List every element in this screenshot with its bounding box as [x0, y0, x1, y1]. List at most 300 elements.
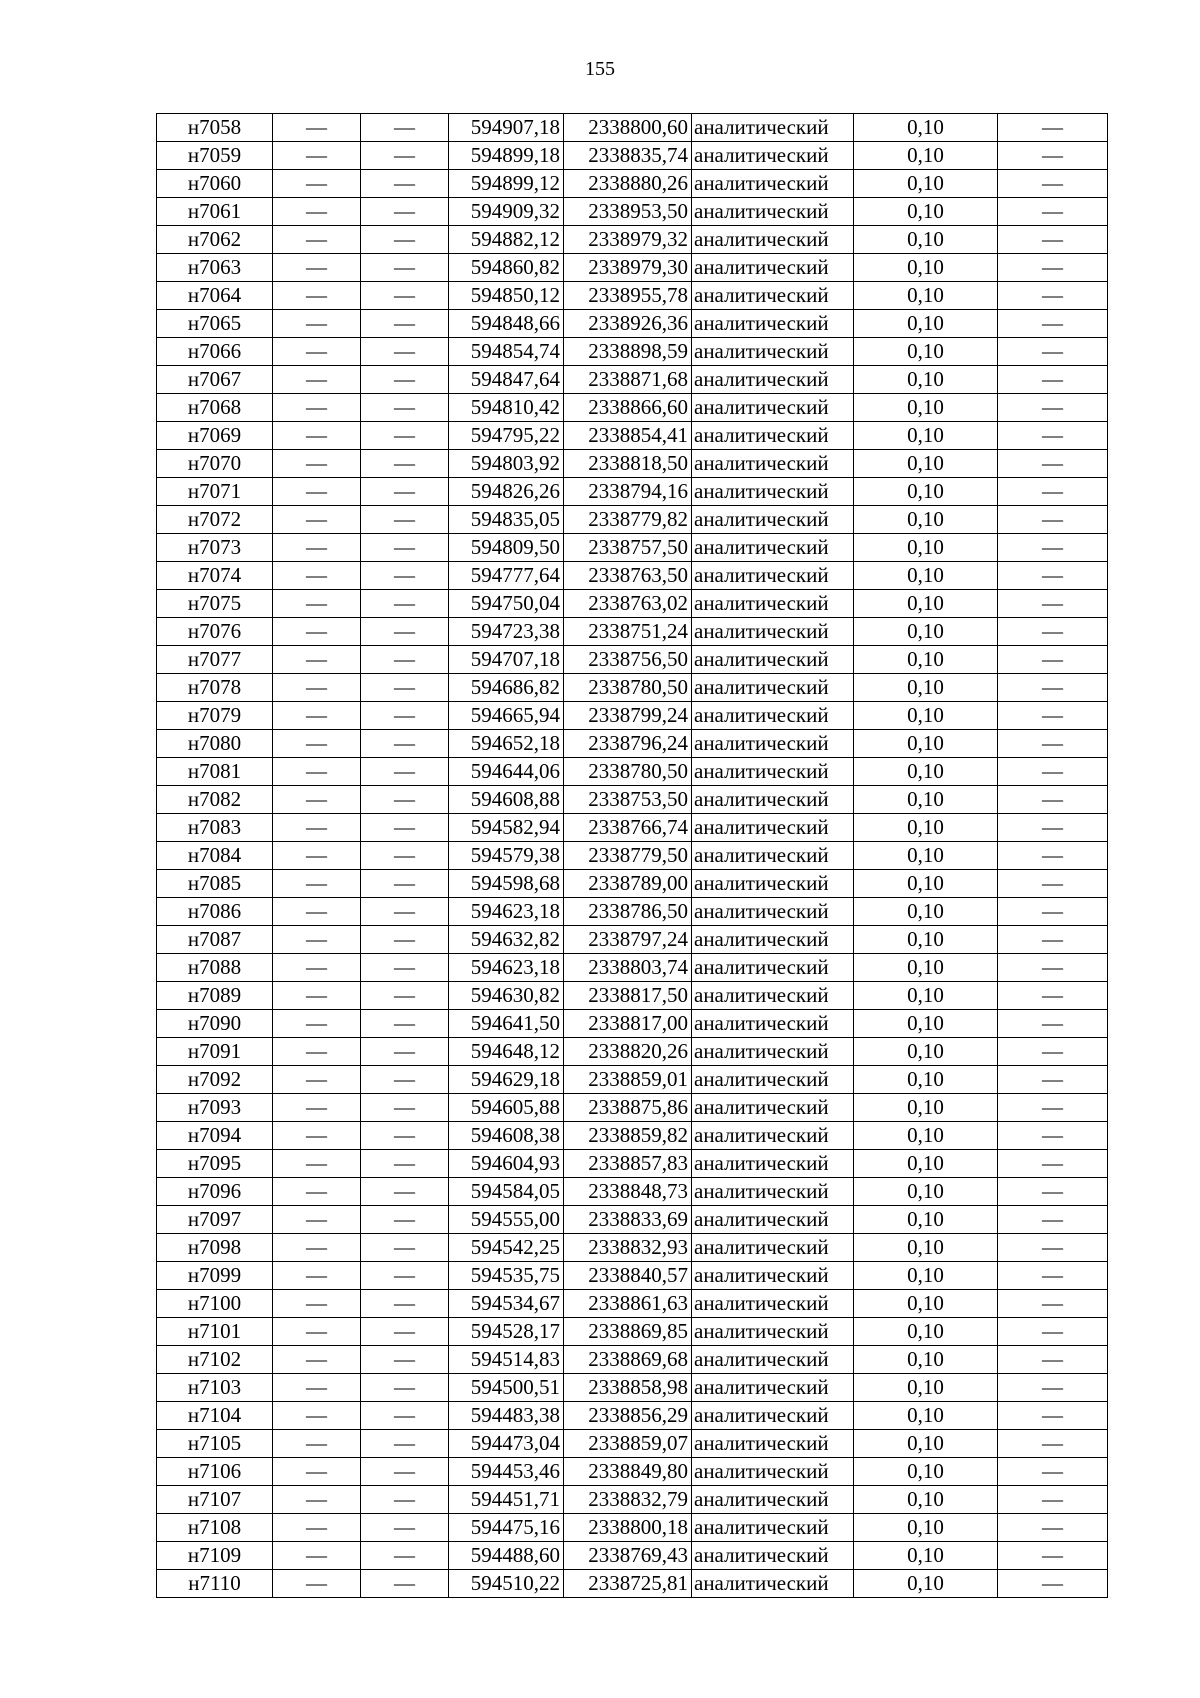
coord-x-cell: 594475,16: [449, 1514, 564, 1542]
method-cell: аналитический: [692, 1122, 854, 1150]
table-row: [157, 758, 1108, 786]
accuracy-cell: 0,10: [854, 1542, 998, 1570]
coord-y-cell: 2338780,50: [564, 674, 692, 702]
method-cell: аналитический: [692, 786, 854, 814]
old-x-cell: —: [273, 842, 361, 870]
coord-y-cell: 2338769,43: [564, 1542, 692, 1570]
table-row: [157, 702, 1108, 730]
coord-x-cell: 594848,66: [449, 310, 564, 338]
old-x-cell: —: [273, 506, 361, 534]
point-name-cell: н7109: [157, 1542, 273, 1570]
coord-y-cell: 2338835,74: [564, 142, 692, 170]
old-x-cell: —: [273, 674, 361, 702]
coord-y-cell: 2338856,29: [564, 1402, 692, 1430]
table-row: [157, 730, 1108, 758]
coord-x-cell: 594629,18: [449, 1066, 564, 1094]
coord-y-cell: 2338794,16: [564, 478, 692, 506]
method-cell: аналитический: [692, 478, 854, 506]
old-y-cell: —: [361, 1150, 449, 1178]
coord-y-cell: 2338857,83: [564, 1150, 692, 1178]
method-cell: аналитический: [692, 758, 854, 786]
old-x-cell: —: [273, 1150, 361, 1178]
old-y-cell: —: [361, 478, 449, 506]
description-cell: —: [998, 1262, 1108, 1290]
table-row: [157, 1290, 1108, 1318]
point-name-cell: н7083: [157, 814, 273, 842]
accuracy-cell: 0,10: [854, 870, 998, 898]
accuracy-cell: 0,10: [854, 1206, 998, 1234]
table-row: [157, 142, 1108, 170]
point-name-cell: н7098: [157, 1234, 273, 1262]
old-x-cell: —: [273, 786, 361, 814]
point-name-cell: н7102: [157, 1346, 273, 1374]
method-cell: аналитический: [692, 1318, 854, 1346]
coord-y-cell: 2338780,50: [564, 758, 692, 786]
coord-y-cell: 2338869,68: [564, 1346, 692, 1374]
old-y-cell: —: [361, 394, 449, 422]
description-cell: —: [998, 1178, 1108, 1206]
method-cell: аналитический: [692, 1374, 854, 1402]
coord-x-cell: 594632,82: [449, 926, 564, 954]
accuracy-cell: 0,10: [854, 1094, 998, 1122]
coord-y-cell: 2338756,50: [564, 646, 692, 674]
description-cell: —: [998, 954, 1108, 982]
accuracy-cell: 0,10: [854, 702, 998, 730]
coord-x-cell: 594608,88: [449, 786, 564, 814]
table-row: [157, 1374, 1108, 1402]
point-name-cell: н7095: [157, 1150, 273, 1178]
accuracy-cell: 0,10: [854, 926, 998, 954]
old-x-cell: —: [273, 114, 361, 142]
point-name-cell: н7072: [157, 506, 273, 534]
point-name-cell: н7076: [157, 618, 273, 646]
method-cell: аналитический: [692, 982, 854, 1010]
method-cell: аналитический: [692, 506, 854, 534]
table-row: [157, 954, 1108, 982]
old-x-cell: —: [273, 1430, 361, 1458]
coord-x-cell: 594630,82: [449, 982, 564, 1010]
old-x-cell: —: [273, 1458, 361, 1486]
old-y-cell: —: [361, 1010, 449, 1038]
point-name-cell: н7074: [157, 562, 273, 590]
point-name-cell: н7101: [157, 1318, 273, 1346]
method-cell: аналитический: [692, 1402, 854, 1430]
old-y-cell: —: [361, 842, 449, 870]
table-row: [157, 982, 1108, 1010]
old-x-cell: —: [273, 730, 361, 758]
coord-x-cell: 594847,64: [449, 366, 564, 394]
method-cell: аналитический: [692, 1178, 854, 1206]
point-name-cell: н7081: [157, 758, 273, 786]
description-cell: —: [998, 338, 1108, 366]
coord-x-cell: 594795,22: [449, 422, 564, 450]
old-y-cell: —: [361, 1570, 449, 1598]
description-cell: —: [998, 1374, 1108, 1402]
accuracy-cell: 0,10: [854, 954, 998, 982]
old-y-cell: —: [361, 534, 449, 562]
coord-y-cell: 2338800,18: [564, 1514, 692, 1542]
method-cell: аналитический: [692, 1486, 854, 1514]
table-row: [157, 506, 1108, 534]
table-row: [157, 338, 1108, 366]
method-cell: аналитический: [692, 674, 854, 702]
coord-y-cell: 2338817,50: [564, 982, 692, 1010]
old-x-cell: —: [273, 1234, 361, 1262]
method-cell: аналитический: [692, 254, 854, 282]
table-row: [157, 1262, 1108, 1290]
point-name-cell: н7100: [157, 1290, 273, 1318]
accuracy-cell: 0,10: [854, 730, 998, 758]
old-y-cell: —: [361, 1318, 449, 1346]
table-row: [157, 926, 1108, 954]
description-cell: —: [998, 730, 1108, 758]
coord-x-cell: 594909,32: [449, 198, 564, 226]
table-row: [157, 1346, 1108, 1374]
method-cell: аналитический: [692, 1346, 854, 1374]
accuracy-cell: 0,10: [854, 758, 998, 786]
coord-x-cell: 594598,68: [449, 870, 564, 898]
coord-x-cell: 594584,05: [449, 1178, 564, 1206]
description-cell: —: [998, 646, 1108, 674]
point-name-cell: н7088: [157, 954, 273, 982]
coord-y-cell: 2338953,50: [564, 198, 692, 226]
point-name-cell: н7090: [157, 1010, 273, 1038]
old-y-cell: —: [361, 1206, 449, 1234]
table-row: [157, 198, 1108, 226]
accuracy-cell: 0,10: [854, 170, 998, 198]
old-y-cell: —: [361, 450, 449, 478]
coord-y-cell: 2338725,81: [564, 1570, 692, 1598]
table-row: [157, 366, 1108, 394]
old-y-cell: —: [361, 758, 449, 786]
point-name-cell: н7067: [157, 366, 273, 394]
coord-x-cell: 594555,00: [449, 1206, 564, 1234]
table-row: [157, 282, 1108, 310]
table-row: [157, 1402, 1108, 1430]
description-cell: —: [998, 310, 1108, 338]
old-y-cell: —: [361, 646, 449, 674]
old-x-cell: —: [273, 450, 361, 478]
accuracy-cell: 0,10: [854, 506, 998, 534]
coord-y-cell: 2338796,24: [564, 730, 692, 758]
coord-x-cell: 594483,38: [449, 1402, 564, 1430]
point-name-cell: н7093: [157, 1094, 273, 1122]
table-row: [157, 1318, 1108, 1346]
old-y-cell: —: [361, 1066, 449, 1094]
description-cell: —: [998, 1514, 1108, 1542]
point-name-cell: н7110: [157, 1570, 273, 1598]
accuracy-cell: 0,10: [854, 1402, 998, 1430]
coord-y-cell: 2338797,24: [564, 926, 692, 954]
point-name-cell: н7106: [157, 1458, 273, 1486]
method-cell: аналитический: [692, 1290, 854, 1318]
method-cell: аналитический: [692, 450, 854, 478]
method-cell: аналитический: [692, 422, 854, 450]
coord-x-cell: 594835,05: [449, 506, 564, 534]
description-cell: —: [998, 618, 1108, 646]
table-row: [157, 814, 1108, 842]
accuracy-cell: 0,10: [854, 618, 998, 646]
accuracy-cell: 0,10: [854, 450, 998, 478]
coord-y-cell: 2338757,50: [564, 534, 692, 562]
description-cell: —: [998, 758, 1108, 786]
description-cell: —: [998, 254, 1108, 282]
old-x-cell: —: [273, 954, 361, 982]
point-name-cell: н7060: [157, 170, 273, 198]
method-cell: аналитический: [692, 1206, 854, 1234]
method-cell: аналитический: [692, 394, 854, 422]
table-row: [157, 1458, 1108, 1486]
point-name-cell: н7103: [157, 1374, 273, 1402]
table-row: [157, 1542, 1108, 1570]
old-x-cell: —: [273, 422, 361, 450]
description-cell: —: [998, 814, 1108, 842]
point-name-cell: н7107: [157, 1486, 273, 1514]
method-cell: аналитический: [692, 338, 854, 366]
table-row: [157, 1486, 1108, 1514]
old-x-cell: —: [273, 702, 361, 730]
point-name-cell: н7075: [157, 590, 273, 618]
coord-x-cell: 594648,12: [449, 1038, 564, 1066]
description-cell: —: [998, 114, 1108, 142]
accuracy-cell: 0,10: [854, 310, 998, 338]
coordinates-table-body: [157, 114, 1108, 1598]
accuracy-cell: 0,10: [854, 198, 998, 226]
coord-y-cell: 2338763,02: [564, 590, 692, 618]
old-y-cell: —: [361, 954, 449, 982]
accuracy-cell: 0,10: [854, 674, 998, 702]
old-x-cell: —: [273, 562, 361, 590]
old-y-cell: —: [361, 1346, 449, 1374]
old-y-cell: —: [361, 282, 449, 310]
table-row: [157, 310, 1108, 338]
coord-x-cell: 594604,93: [449, 1150, 564, 1178]
point-name-cell: н7061: [157, 198, 273, 226]
table-row: [157, 226, 1108, 254]
description-cell: —: [998, 394, 1108, 422]
point-name-cell: н7085: [157, 870, 273, 898]
description-cell: —: [998, 450, 1108, 478]
old-x-cell: —: [273, 366, 361, 394]
description-cell: —: [998, 534, 1108, 562]
point-name-cell: н7078: [157, 674, 273, 702]
old-y-cell: —: [361, 1486, 449, 1514]
old-y-cell: —: [361, 170, 449, 198]
description-cell: —: [998, 1038, 1108, 1066]
old-y-cell: —: [361, 1374, 449, 1402]
table-row: [157, 842, 1108, 870]
description-cell: —: [998, 1290, 1108, 1318]
old-y-cell: —: [361, 814, 449, 842]
point-name-cell: н7099: [157, 1262, 273, 1290]
coord-x-cell: 594899,18: [449, 142, 564, 170]
accuracy-cell: 0,10: [854, 1486, 998, 1514]
coord-x-cell: 594641,50: [449, 1010, 564, 1038]
old-y-cell: —: [361, 310, 449, 338]
coord-y-cell: 2338753,50: [564, 786, 692, 814]
description-cell: —: [998, 1542, 1108, 1570]
coord-y-cell: 2338849,80: [564, 1458, 692, 1486]
old-x-cell: —: [273, 310, 361, 338]
coord-y-cell: 2338979,32: [564, 226, 692, 254]
coord-y-cell: 2338820,26: [564, 1038, 692, 1066]
point-name-cell: н7097: [157, 1206, 273, 1234]
description-cell: —: [998, 142, 1108, 170]
description-cell: —: [998, 702, 1108, 730]
accuracy-cell: 0,10: [854, 898, 998, 926]
accuracy-cell: 0,10: [854, 114, 998, 142]
accuracy-cell: 0,10: [854, 1234, 998, 1262]
coord-y-cell: 2338779,82: [564, 506, 692, 534]
coord-x-cell: 594707,18: [449, 646, 564, 674]
method-cell: аналитический: [692, 226, 854, 254]
point-name-cell: н7082: [157, 786, 273, 814]
accuracy-cell: 0,10: [854, 394, 998, 422]
old-x-cell: —: [273, 1570, 361, 1598]
old-x-cell: —: [273, 198, 361, 226]
coordinates-table: [156, 113, 1108, 1598]
description-cell: —: [998, 926, 1108, 954]
point-name-cell: н7091: [157, 1038, 273, 1066]
method-cell: аналитический: [692, 814, 854, 842]
point-name-cell: н7096: [157, 1178, 273, 1206]
old-x-cell: —: [273, 870, 361, 898]
table-row: [157, 534, 1108, 562]
table-row: [157, 478, 1108, 506]
coord-y-cell: 2338848,73: [564, 1178, 692, 1206]
table-row: [157, 646, 1108, 674]
point-name-cell: н7068: [157, 394, 273, 422]
method-cell: аналитический: [692, 1150, 854, 1178]
table-row: [157, 1150, 1108, 1178]
old-y-cell: —: [361, 254, 449, 282]
description-cell: —: [998, 422, 1108, 450]
coord-y-cell: 2338859,01: [564, 1066, 692, 1094]
old-y-cell: —: [361, 898, 449, 926]
point-name-cell: н7070: [157, 450, 273, 478]
old-y-cell: —: [361, 618, 449, 646]
point-name-cell: н7086: [157, 898, 273, 926]
description-cell: —: [998, 870, 1108, 898]
coord-x-cell: 594510,22: [449, 1570, 564, 1598]
old-y-cell: —: [361, 142, 449, 170]
description-cell: —: [998, 1402, 1108, 1430]
accuracy-cell: 0,10: [854, 1374, 998, 1402]
method-cell: аналитический: [692, 1458, 854, 1486]
old-y-cell: —: [361, 226, 449, 254]
accuracy-cell: 0,10: [854, 1318, 998, 1346]
old-y-cell: —: [361, 1458, 449, 1486]
description-cell: —: [998, 562, 1108, 590]
accuracy-cell: 0,10: [854, 1458, 998, 1486]
method-cell: аналитический: [692, 954, 854, 982]
old-y-cell: —: [361, 1514, 449, 1542]
accuracy-cell: 0,10: [854, 1430, 998, 1458]
point-name-cell: н7069: [157, 422, 273, 450]
old-y-cell: —: [361, 982, 449, 1010]
point-name-cell: н7065: [157, 310, 273, 338]
point-name-cell: н7059: [157, 142, 273, 170]
table-row: [157, 618, 1108, 646]
coord-x-cell: 594582,94: [449, 814, 564, 842]
description-cell: —: [998, 170, 1108, 198]
old-x-cell: —: [273, 1486, 361, 1514]
old-y-cell: —: [361, 338, 449, 366]
coord-x-cell: 594528,17: [449, 1318, 564, 1346]
old-y-cell: —: [361, 674, 449, 702]
old-y-cell: —: [361, 1178, 449, 1206]
old-x-cell: —: [273, 1010, 361, 1038]
old-x-cell: —: [273, 1094, 361, 1122]
old-y-cell: —: [361, 1262, 449, 1290]
table-row: [157, 562, 1108, 590]
description-cell: —: [998, 898, 1108, 926]
coord-x-cell: 594826,26: [449, 478, 564, 506]
method-cell: аналитический: [692, 590, 854, 618]
page-number: 155: [585, 58, 615, 80]
method-cell: аналитический: [692, 1010, 854, 1038]
method-cell: аналитический: [692, 142, 854, 170]
description-cell: —: [998, 1122, 1108, 1150]
coord-x-cell: 594605,88: [449, 1094, 564, 1122]
coord-y-cell: 2338875,86: [564, 1094, 692, 1122]
coord-y-cell: 2338880,26: [564, 170, 692, 198]
method-cell: аналитический: [692, 282, 854, 310]
table-row: [157, 1206, 1108, 1234]
accuracy-cell: 0,10: [854, 1066, 998, 1094]
old-y-cell: —: [361, 590, 449, 618]
coord-x-cell: 594850,12: [449, 282, 564, 310]
method-cell: аналитический: [692, 114, 854, 142]
method-cell: аналитический: [692, 1094, 854, 1122]
point-name-cell: н7104: [157, 1402, 273, 1430]
description-cell: —: [998, 506, 1108, 534]
description-cell: —: [998, 1318, 1108, 1346]
old-y-cell: —: [361, 506, 449, 534]
old-x-cell: —: [273, 534, 361, 562]
old-y-cell: —: [361, 1430, 449, 1458]
coord-x-cell: 594453,46: [449, 1458, 564, 1486]
old-x-cell: —: [273, 170, 361, 198]
table-row: [157, 1066, 1108, 1094]
method-cell: аналитический: [692, 646, 854, 674]
accuracy-cell: 0,10: [854, 590, 998, 618]
point-name-cell: н7094: [157, 1122, 273, 1150]
old-x-cell: —: [273, 1374, 361, 1402]
old-x-cell: —: [273, 338, 361, 366]
old-x-cell: —: [273, 254, 361, 282]
coord-x-cell: 594723,38: [449, 618, 564, 646]
accuracy-cell: 0,10: [854, 254, 998, 282]
point-name-cell: н7058: [157, 114, 273, 142]
description-cell: —: [998, 1486, 1108, 1514]
accuracy-cell: 0,10: [854, 1150, 998, 1178]
description-cell: —: [998, 982, 1108, 1010]
coord-y-cell: 2338789,00: [564, 870, 692, 898]
table-row: [157, 1570, 1108, 1598]
old-x-cell: —: [273, 758, 361, 786]
method-cell: аналитический: [692, 534, 854, 562]
point-name-cell: н7062: [157, 226, 273, 254]
method-cell: аналитический: [692, 1262, 854, 1290]
description-cell: —: [998, 226, 1108, 254]
method-cell: аналитический: [692, 842, 854, 870]
description-cell: —: [998, 282, 1108, 310]
method-cell: аналитический: [692, 170, 854, 198]
point-name-cell: н7073: [157, 534, 273, 562]
old-x-cell: —: [273, 618, 361, 646]
coord-x-cell: 594473,04: [449, 1430, 564, 1458]
